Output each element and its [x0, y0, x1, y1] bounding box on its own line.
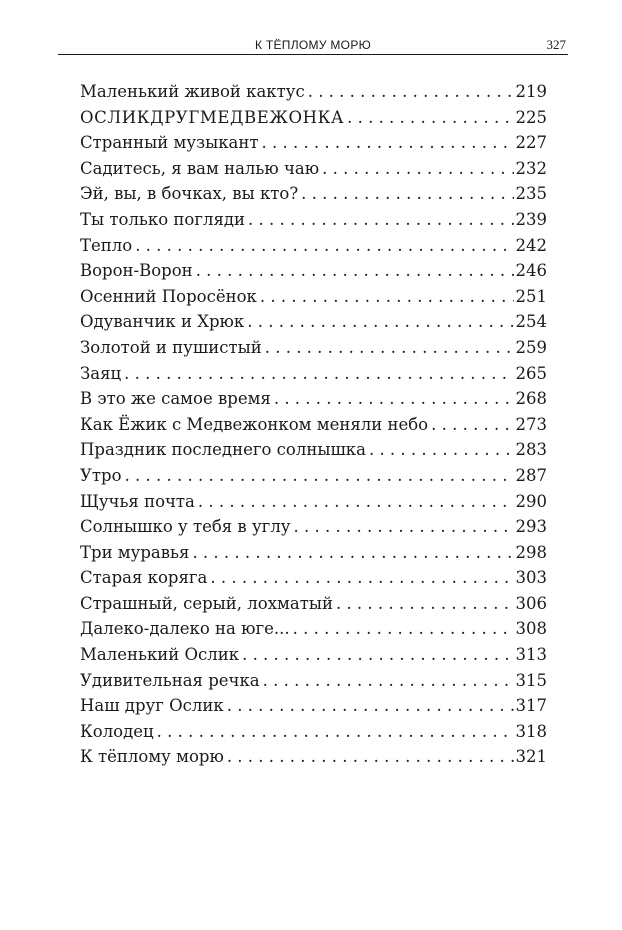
toc-entry-page: 246 — [515, 261, 547, 281]
dot-leader — [242, 642, 513, 668]
dot-leader — [369, 437, 514, 463]
dot-leader — [192, 540, 513, 566]
toc-entry[interactable] — [80, 79, 547, 105]
toc-entry[interactable] — [80, 437, 547, 463]
dot-leader — [135, 233, 513, 259]
dot-leader — [248, 207, 513, 233]
toc-entry[interactable] — [80, 335, 547, 361]
dot-leader — [265, 335, 514, 361]
dot-leader — [347, 105, 513, 131]
toc-entry[interactable] — [80, 489, 547, 515]
toc-entry-page: 235 — [515, 184, 547, 204]
toc-entry-page: 321 — [515, 747, 547, 767]
toc-entry-title: Солнышко у тебя в углу — [80, 517, 291, 537]
toc-entry-page: 308 — [515, 619, 547, 639]
toc-entry-page: 290 — [515, 491, 547, 511]
dot-leader — [261, 130, 513, 156]
dot-leader — [260, 284, 514, 310]
toc-entry-title: Наш друг Ослик — [80, 696, 224, 716]
toc-entry-page: 227 — [515, 133, 547, 153]
toc-entry[interactable] — [80, 309, 547, 335]
toc-entry-page: 254 — [515, 312, 547, 332]
toc-entry-title: Золотой и пушистый — [80, 337, 262, 357]
toc-entry-title: В это же самое время — [80, 389, 271, 409]
toc-entry[interactable] — [80, 540, 547, 566]
toc-entry-page: 242 — [515, 235, 547, 255]
toc-entry-page: 318 — [515, 721, 547, 741]
dot-leader — [274, 386, 514, 412]
toc-entry-title: Как Ёжик с Медвежонком меняли небо — [80, 414, 429, 434]
toc-entry-page: 283 — [515, 440, 547, 460]
toc-entry-title: Щучья почта — [80, 491, 195, 511]
toc-entry[interactable] — [80, 668, 547, 694]
dot-leader — [247, 309, 513, 335]
running-header — [58, 28, 568, 55]
toc-entry[interactable] — [80, 514, 547, 540]
toc-entry[interactable] — [80, 719, 547, 745]
toc-entry-page: 313 — [515, 645, 547, 665]
toc-entry-page: 298 — [515, 542, 547, 562]
toc-entry-page: 259 — [515, 337, 547, 357]
toc-entry-page: 315 — [515, 670, 547, 690]
toc-entry-page: 239 — [515, 209, 547, 229]
toc-entry[interactable] — [80, 591, 547, 617]
toc-entry[interactable] — [80, 105, 547, 131]
toc-entry-title: ОСЛИКДРУГМЕДВЕЖОНКА — [80, 107, 345, 127]
toc-entry-page: 303 — [515, 568, 547, 588]
toc-entry-page: 219 — [515, 82, 547, 101]
toc-entry-page: 265 — [515, 363, 547, 383]
toc-entry[interactable] — [80, 642, 547, 668]
toc-entry[interactable] — [80, 693, 547, 719]
toc-entry[interactable] — [80, 156, 547, 182]
toc-entry-title: Эй, вы, в бочках, вы кто? — [80, 184, 299, 204]
toc-entry-title: Одуванчик и Хрюк — [80, 312, 245, 332]
toc-entry-title: Старая коряга — [80, 568, 208, 588]
dot-leader — [227, 693, 514, 719]
toc-entry-page: 268 — [515, 389, 547, 409]
toc-entry-page: 251 — [515, 286, 547, 306]
toc-entry-title: Ты только погляди — [80, 209, 246, 229]
dot-leader — [196, 258, 514, 284]
toc-entry-title: Праздник последнего солнышка — [80, 440, 366, 460]
toc-entry-title: К тёплому морю — [80, 747, 224, 767]
toc-entry-title: Далеко-далеко на юге... — [80, 619, 290, 639]
dot-leader — [336, 591, 514, 617]
toc-entry[interactable] — [80, 284, 547, 310]
toc-entry-page: 225 — [515, 107, 547, 127]
page-number: 327 — [546, 37, 566, 52]
dot-leader — [263, 668, 514, 694]
toc-entry[interactable] — [80, 181, 547, 207]
dot-leader — [294, 514, 514, 540]
dot-leader — [293, 616, 514, 642]
toc-entry-page: 232 — [515, 158, 547, 178]
toc-entry-title: Тепло — [80, 235, 133, 255]
toc-entry-page: 317 — [515, 696, 547, 716]
dot-leader — [322, 156, 513, 182]
toc-entry-title: Садитесь, я вам налью чаю — [80, 158, 320, 178]
toc-entry[interactable] — [80, 361, 547, 387]
toc-entry-title: Маленький живой кактус — [80, 82, 305, 101]
toc-entry-page: 306 — [515, 593, 547, 613]
running-title: К ТЁПЛОМУ МОРЮ — [254, 38, 372, 52]
toc-entry-title: Страшный, серый, лохматый — [80, 593, 333, 613]
dot-leader — [157, 719, 514, 745]
dot-leader — [308, 79, 514, 105]
toc-entry-title: Заяц — [80, 363, 122, 383]
toc-entry-title: Утро — [80, 465, 122, 485]
toc-entry[interactable] — [80, 233, 547, 259]
dot-leader — [227, 744, 514, 770]
toc-entry-page: 273 — [515, 414, 547, 434]
dot-leader — [210, 565, 513, 591]
toc-entry-page: 287 — [515, 465, 547, 485]
toc-entry-title: Колодец — [80, 721, 154, 741]
toc-entry[interactable] — [80, 386, 547, 412]
toc-entry[interactable] — [80, 616, 547, 642]
dot-leader — [124, 361, 513, 387]
toc-entry[interactable] — [80, 565, 547, 591]
toc-entry-title: Осенний Поросёнок — [80, 286, 257, 306]
toc-entry[interactable] — [80, 463, 547, 489]
toc-entry[interactable] — [80, 412, 547, 438]
toc-entry-page: 293 — [515, 517, 547, 537]
dot-leader — [125, 463, 514, 489]
toc-entry[interactable] — [80, 207, 547, 233]
dot-leader — [431, 412, 513, 438]
toc-entry-title: Ворон-Ворон — [80, 261, 193, 281]
toc-entry-title: Маленький Ослик — [80, 645, 240, 665]
toc-entry-title: Странный музыкант — [80, 133, 259, 153]
toc-entry-title: Удивительная речка — [80, 670, 260, 690]
toc-entry[interactable] — [80, 744, 547, 770]
toc-entry[interactable] — [80, 130, 547, 156]
table-of-contents — [80, 79, 547, 770]
toc-entry-title: Три муравья — [80, 542, 190, 562]
dot-leader — [301, 181, 513, 207]
dot-leader — [198, 489, 514, 515]
toc-entry[interactable] — [80, 258, 547, 284]
